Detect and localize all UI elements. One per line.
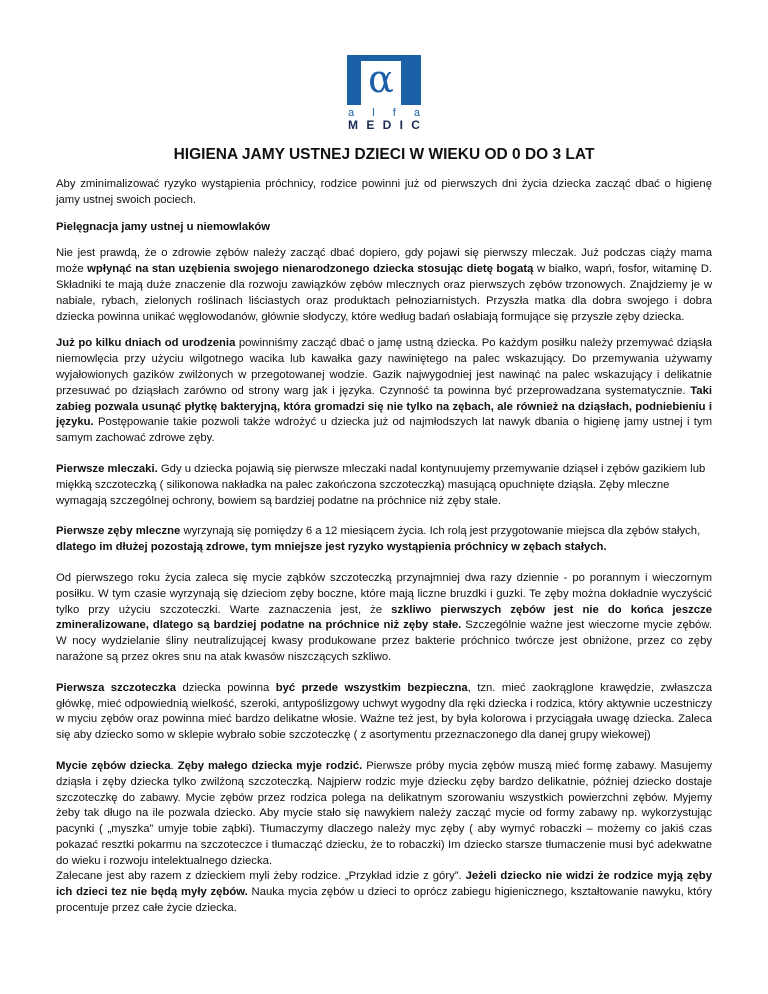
text: dziecka powinna xyxy=(176,681,276,694)
logo-letter: M xyxy=(348,118,358,132)
paragraph-first-year xyxy=(56,571,712,666)
logo-inner xyxy=(361,57,401,105)
document-body xyxy=(56,146,712,928)
text: Gdy u dziecka pojawią się pierwsze mleczaki nadal kontynuujemy przemywanie dziąseł i zębów gazikiem lub miękką szczoteczką ( silikonowa nakładka na palec zakończona szczoteczką) masującą opuchnięte dziąsła. Zęby mleczne wymagają szczególnej ochrony, bowiem są bardziej podatne na próchnice niż zęby stałe. xyxy=(56,462,706,507)
logo-letter: I xyxy=(399,118,403,132)
text: . xyxy=(170,759,178,772)
bold-text: wpłynąć na stan uzębienia swojego nienarodzonego dziecka stosując dietę bogatą xyxy=(87,263,534,276)
bold-text: Już po kilku dniach od urodzenia xyxy=(56,337,236,350)
text: Szczególnie ważne jest wieczorne mycie zębów. W nocy wydzielanie śliny neutralizującej kwasy produkowane przez bakterie próchnico twórcze jest obniżone, przez co zęby narażone są przez okres snu na atak kwasów niszczących szkliwo. xyxy=(56,619,713,663)
bold-text: Pierwsza szczoteczka xyxy=(56,681,177,694)
bold-text: być przede wszystkim bezpieczna xyxy=(275,681,468,694)
text: , tzn. mieć zaokrąglone krawędzie, zwłaszcza główkę, mieć odpowiednią wielkość, szeroki, antypoślizgowy uchwyt wygodny dla ręki dziecka i rodzica, który aktywnie uczestniczy w myciu zębów oraz powinna mieć bardzo delikatne włosie. Ważne też jest, by była kolorowa i przyciągała uwagę dziecka. Zaleca się aby dziecko somo w sklepie wybrało sobie szczoteczkę ( z asortymentu przeznaczonego dla danej grupy wiekowej) xyxy=(56,681,712,742)
bold-text: Jeżeli dziecko nie widzi że rodzice myją zęby ich dzieci tez nie będą myły zębów. xyxy=(56,870,712,899)
paragraph-brushing xyxy=(56,759,712,917)
text: wyrzynają się pomiędzy 6 a 12 miesiącem życia. Ich rolą jest przygotowanie miejsca dla zębów stałych, xyxy=(180,525,701,538)
section-heading xyxy=(56,220,712,236)
bold-text: Pierwsze mleczaki. xyxy=(56,462,158,475)
text: w białko, wapń, fosfor, witaminę D. Składniki te mają duże znaczenie dla rozwoju zawiązków zębów mlecznych oraz pierwszych zębów trzonowych. Znajdziemy je w nabiale, rybach, zielonych roślinach liściastych oraz produktach pełnoziarnistych. Przyszła matka dla dobra swojego i dobra dziecka powinna unikać węglowodanów, głównie słodyczy, które według badań osłabiają formujące się przyszłe zęby dziecka. xyxy=(56,263,712,323)
logo-letter: D xyxy=(382,118,392,132)
paragraph-pregnancy xyxy=(56,246,712,325)
paragraph-first-toothbrush xyxy=(56,681,712,744)
section-heading-text: Pielęgnacja jamy ustnej u niemowlaków xyxy=(56,220,271,233)
logo-word-medic xyxy=(347,118,421,132)
logo-letter: E xyxy=(366,118,375,132)
text: Nauka mycia zębów u dzieci to oprócz zabiegu higienicznego, kształtowanie nawyku, który procentuje przez całe życie dziecka. xyxy=(56,886,712,915)
text: Zalecane jest aby razem z dzieckiem myli żeby rodzice. „Przykład idzie z góry”. xyxy=(56,870,466,883)
text: Pierwsze próby mycia zębów muszą mieć formę zabawy. Masujemy dziąsła i zęby dziecka tylko zwilżoną szczoteczką. Najpierw rodzic myje dziecku zęby bardzo delikatnie, później dziecko dostaje szczoteczkę do zabawy. Mycie zębów przez rodzica polega na delikatnym szorowaniu wszystkich powierzchni zębów. Myjemy żeby tak długo na ile pozwala dziecko. Aby mycie stało się nawykiem należy zacząć mycie od formy zabawy np. wykorzystując pacynki ( „myszka” umyje tobie ząbki). Tłumaczymy dlaczego należy myc zęby ( aby wymyć robaczki – możemy co jakiś czas pokazać resztki pokarmu na szczoteczce i tłumacząć dziecku, że to robaczki) Im dziecko starsze tłumaczenie musi być adekwatne do wieku i rozwoju intelektualnego dziecka. xyxy=(56,759,713,867)
logo-letter: f xyxy=(392,107,396,119)
paragraph-first-teeth xyxy=(56,524,712,556)
bold-text: dlatego im dłużej pozostają zdrowe, tym mniejsze jest ryzyko wystąpienia próchnicy w zębach stałych. xyxy=(56,541,607,554)
logo-letter: a xyxy=(348,107,355,119)
document-title: HIGIENA JAMY USTNEJ DZIECI W WIEKU OD 0 DO 3 LAT xyxy=(173,146,595,163)
bold-text: Mycie zębów dziecka xyxy=(56,759,171,772)
bold-text: szkliwo pierwszych zębów jest nie do końca jeszcze zmineralizowane, dlatego są bardziej podatne na próchnice niż zęby stałe. xyxy=(56,603,712,632)
intro-text: Aby zminimalizować ryzyko wystąpienia próchnicy, rodzice powinni już od pierwszych dni życia dziecka zacząć dbać o higienę jamy ustnej swoich pociech. xyxy=(56,178,712,206)
logo-letter: C xyxy=(411,118,420,132)
text: Nie jest prawdą, że o zdrowie zębów należy zacząć dbać dopiero, gdy pojawi się pierwszy mleczak. Już podczas ciąży mama może xyxy=(56,247,712,276)
bold-text: Pierwsze zęby mleczne xyxy=(56,525,181,538)
alfa-medic-logo xyxy=(347,55,421,132)
logo-letter: l xyxy=(372,107,375,119)
intro-paragraph xyxy=(56,177,712,209)
logo-letter: a xyxy=(413,107,420,119)
text: powinniśmy zacząć dbać o jamę ustną dziecka. Po każdym posiłku należy przemywać dziąsła niemowlęcia przy użyciu wilgotnego wacika lub kawałka gazy nawiniętego na palec wskazujący. Do przemywania używamy wyjałowionych gazików zwilżonych w przegotowanej wodzie. Gazik najwygodniej jest nawinąć na palec wskazujący i delikatnie przesuwać po dziąsłach zarówno od strony warg jak i języka. Czynność ta powinna być przeprowadzana systematycznie. xyxy=(56,337,712,397)
text: Postępowanie takie pozwoli także wdrożyć u dziecka już od najmłodszych lat nawyk dbania o higienę jamy ustnej i tym samym zachować zdrowe zęby. xyxy=(56,416,712,445)
bold-text: Zęby małego dziecka myje rodzić. xyxy=(177,759,363,772)
alpha-icon: α xyxy=(368,57,394,101)
text: Od pierwszego roku życia zaleca się mycie ząbków szczoteczką przynajmniej dwa razy dziennie - po porannym i wieczornym posiłku. W tym czasie wyrzynają się dzieciom zęby boczne, które mają liczne bruzdki i guzki. Te zęby można dokładnie wyczyścić tylko przy użyciu szczoteczki. Warte zaznaczenia jest, że xyxy=(56,571,712,616)
logo-box xyxy=(347,55,421,105)
paragraph-newborn xyxy=(56,336,712,447)
bold-text: Taki zabieg pozwala usunąć płytkę bakteryjną, która gromadzi się nie tylko na zębach, ale również na dziąsłach, podniebieniu i języku. xyxy=(56,384,712,429)
paragraph-first-milk-teeth xyxy=(56,462,712,509)
